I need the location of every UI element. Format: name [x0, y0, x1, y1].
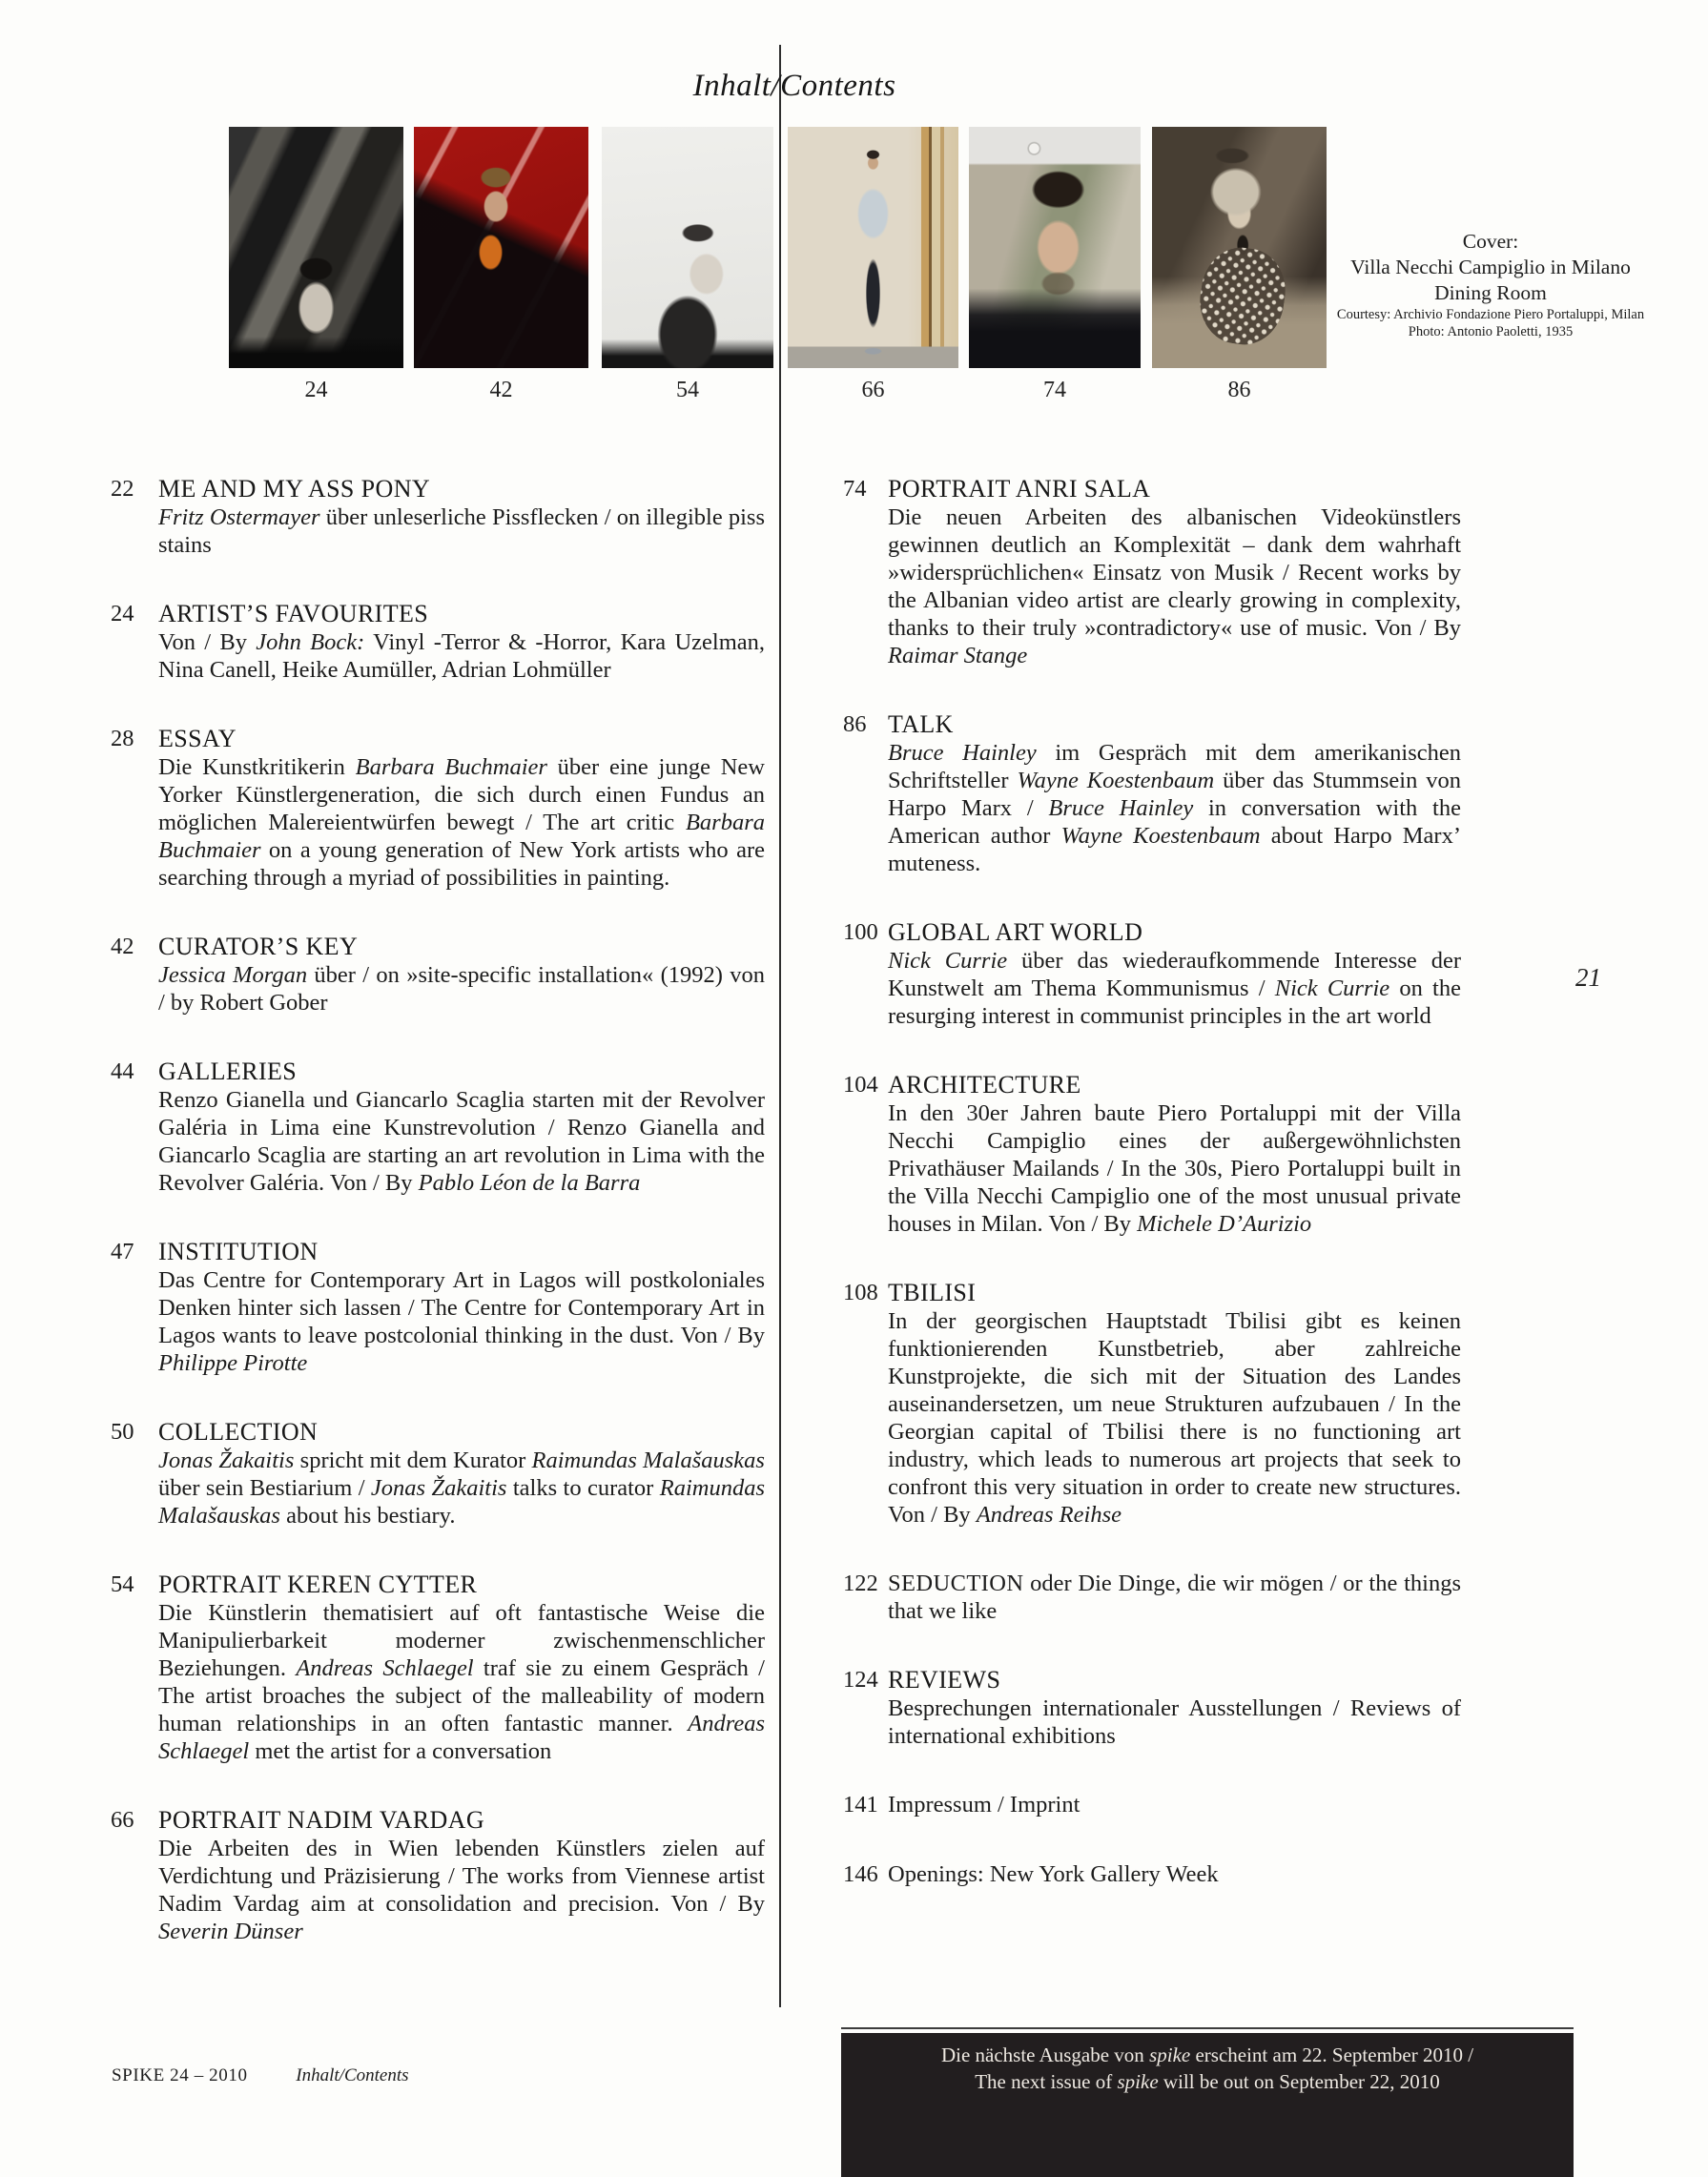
toc-entry-page-number: 146 — [843, 1861, 878, 1887]
toc-entry-page-number: 124 — [843, 1667, 878, 1693]
toc-entry-title: PORTRAIT NADIM VARDAG — [158, 1806, 484, 1834]
toc-entry — [111, 1806, 765, 1945]
toc-entry-description: Von / By John Bock: Vinyl -Terror & -Horror, Kara Uzelman, Nina Canell, Heike Aumüller, Adrian Lohmüller — [158, 629, 766, 683]
toc-entry-content — [888, 1279, 1461, 1529]
toc-entry-description: Impressum / Imprint — [888, 1792, 1080, 1818]
toc-entry-page-number: 66 — [111, 1807, 134, 1833]
cover-credit-courtesy: Courtesy: Archivio Fondazione Piero Portaluppi, Milan — [1336, 307, 1645, 322]
toc-entry-content — [158, 1806, 765, 1945]
toc-entry — [111, 725, 765, 892]
page-footer — [112, 2065, 409, 2086]
toc-entry-title: SEDUCTION oder Die Dinge, die wir mögen / or the things that we like — [888, 1571, 1461, 1624]
toc-entry-title: ESSAY — [158, 725, 237, 752]
toc-entry-page-number: 86 — [843, 711, 867, 737]
toc-entry — [843, 475, 1461, 669]
thumbnail-photo — [229, 127, 403, 368]
toc-entry-page-number: 47 — [111, 1239, 134, 1264]
toc-entry-page-number: 22 — [111, 476, 134, 502]
toc-entry-content — [888, 1071, 1461, 1238]
toc-entry-content — [158, 725, 765, 892]
thumbnail-photo — [602, 127, 773, 368]
toc-entry — [843, 1279, 1461, 1529]
toc-entry-description: Jonas Žakaitis spricht mit dem Kurator Raimundas Malašauskas über sein Bestiarium / Jonas Žakaitis talks to curator Raimundas Malašauskas about his bestiary. — [158, 1448, 765, 1529]
toc-entry-content — [888, 1570, 1461, 1625]
toc-entry — [843, 1071, 1461, 1238]
thumbnail-page-number: 74 — [1043, 378, 1066, 402]
toc-entry-page-number: 104 — [843, 1072, 878, 1098]
cover-credit-line: Dining Room — [1434, 281, 1547, 304]
thumbnail-page-number: 66 — [861, 378, 885, 402]
contents-column-right — [843, 475, 1461, 1930]
toc-entry-content — [888, 1791, 1461, 1819]
toc-entry-description: Das Centre for Contemporary Art in Lagos will postkoloniales Denken hinter sich lassen / The Centre for Contemporary Art in Lagos wants to leave postcolonial thinking in the dust. Von / By Philippe Pirotte — [158, 1267, 765, 1376]
cover-credit-line: Cover: — [1462, 230, 1519, 253]
toc-entry — [111, 1418, 765, 1530]
toc-entry-description: In der georgischen Hauptstadt Tbilisi gibt es keinen funktionierenden Kunstbetrieb, aber zahlreiche Kunstprojekte, die sich mit der Situation des Landes auseinandersetzen, um neue Strukturen aufzubauen / In the Georgian capital of Tbilisi there is no functioning art industry, which leads to numerous art projects that seek to confront this very situation in order to create new structures. Von / By Andreas Reihse — [888, 1308, 1461, 1528]
center-divider-rule — [779, 45, 781, 2007]
toc-entry-page-number: 141 — [843, 1792, 878, 1818]
contents-column-left — [111, 475, 765, 1986]
toc-entry-title: TBILISI — [888, 1279, 977, 1306]
thumbnail-page-number: 86 — [1227, 378, 1251, 402]
rule-above-next-issue-box — [841, 2027, 1574, 2029]
toc-entry-page-number: 54 — [111, 1571, 134, 1597]
footer-magazine-label: SPIKE 24 – 2010 — [112, 2065, 248, 2085]
thumbnail-page-number: 24 — [304, 378, 328, 402]
toc-entry-page-number: 74 — [843, 476, 867, 502]
toc-entry-page-number: 28 — [111, 726, 134, 751]
cover-credit-photo: Photo: Antonio Paoletti, 1935 — [1408, 324, 1574, 339]
toc-entry-page-number: 108 — [843, 1280, 878, 1305]
toc-entry-description: Jessica Morgan über / on »site-specific installation« (1992) von / by Robert Gober — [158, 962, 765, 1016]
toc-entry-title: GALLERIES — [158, 1058, 298, 1085]
toc-entry-title: ARCHITECTURE — [888, 1071, 1081, 1099]
toc-entry-description: Die Künstlerin thematisiert auf oft fantastische Weise die Manipulierbarkeit moderner zwischenmenschlicher Beziehungen. Andreas Schlaegel traf sie zu einem Gespräch / The artist broaches the subject of the malleability of modern human relationships in an often fantastic manner. Andreas Schlaegel met the artist for a conversation — [158, 1600, 765, 1764]
toc-entry — [111, 1238, 765, 1377]
toc-entry-title: CURATOR’S KEY — [158, 933, 359, 960]
toc-entry-title: PORTRAIT KEREN CYTTER — [158, 1571, 478, 1598]
toc-entry — [111, 933, 765, 1017]
toc-entry-content — [158, 475, 765, 559]
toc-entry — [111, 1571, 765, 1765]
toc-entry-description: Die neuen Arbeiten des albanischen Videokünstlers gewinnen deutlich an Komplexität – dank dem wahrhaft »widersprüchlichen« Einsatz von Musik / Recent works by the Albanian video artist are clearly growing in complexity, thanks to their truly »contradictory« use of music. Von / By Raimar Stange — [888, 504, 1461, 668]
toc-entry-description: Fritz Ostermayer über unleserliche Pissflecken / on illegible piss stains — [158, 504, 765, 558]
toc-entry-content — [888, 710, 1461, 877]
toc-entry — [843, 1570, 1461, 1625]
toc-entry-content — [158, 933, 765, 1017]
toc-entry-title: ME AND MY ASS PONY — [158, 475, 431, 503]
toc-entry-page-number: 122 — [843, 1571, 878, 1596]
thumbnail-page-number: 42 — [489, 378, 513, 402]
toc-entry-content — [158, 600, 765, 684]
toc-entry — [843, 1666, 1461, 1750]
thumbnail-photo — [969, 127, 1141, 368]
toc-entry-description: Renzo Gianella und Giancarlo Scaglia starten mit der Revolver Galéria in Lima eine Kunstrevolution / Renzo Gianella and Giancarlo Scaglia are starting an art revolution in Lima with the Revolver Galéria. Von / By Pablo Léon de la Barra — [158, 1087, 765, 1196]
toc-entry-title: COLLECTION — [158, 1418, 319, 1446]
toc-entry — [111, 600, 765, 684]
toc-entry-description: Nick Currie über das wiederaufkommende Interesse der Kunstwelt am Thema Kommunismus / Nick Currie on the resurging interest in communist principles in the art world — [888, 948, 1461, 1029]
next-issue-box — [841, 2033, 1574, 2177]
cover-credit-line: Villa Necchi Campiglio in Milano — [1350, 256, 1631, 278]
toc-entry-title: ARTIST’S FAVOURITES — [158, 600, 429, 627]
toc-entry-content — [158, 1058, 765, 1197]
toc-entry-content — [888, 1666, 1461, 1750]
toc-entry-description: Die Arbeiten des in Wien lebenden Künstlers zielen auf Verdichtung und Präzisierung / The works from Viennese artist Nadim Vardag aim at consolidation and precision. Von / By Severin Dünser — [158, 1836, 765, 1944]
toc-entry-title: PORTRAIT ANRI SALA — [888, 475, 1151, 503]
toc-entry-title: REVIEWS — [888, 1666, 1001, 1694]
toc-entry — [843, 710, 1461, 877]
cover-credit — [1328, 229, 1653, 340]
toc-entry — [843, 1791, 1461, 1819]
toc-entry-description: Besprechungen internationaler Ausstellungen / Reviews of international exhibitions — [888, 1695, 1461, 1749]
thumbnail-photo — [414, 127, 588, 368]
toc-entry — [843, 918, 1461, 1030]
toc-entry-description: Die Kunstkritikerin Barbara Buchmaier über eine junge New Yorker Künstlergeneration, die sich durch einen Fundus an möglichen Malereientwürfen bewegt / The art critic Barbara Buchmaier on a young generation of New York artists who are searching through a myriad of possibilities in painting. — [158, 754, 765, 891]
toc-entry-title: GLOBAL ART WORLD — [888, 918, 1143, 946]
next-issue-line-en: The next issue of spike will be out on September 22, 2010 — [975, 2069, 1440, 2093]
page-title: Inhalt/Contents — [692, 69, 896, 103]
toc-entry-page-number: 100 — [843, 919, 878, 945]
toc-entry-description: Openings: New York Gallery Week — [888, 1861, 1219, 1887]
toc-entry-content — [158, 1418, 765, 1530]
thumbnail-photo — [1152, 127, 1327, 368]
toc-entry-page-number: 50 — [111, 1419, 134, 1445]
toc-entry-title: INSTITUTION — [158, 1238, 319, 1265]
toc-entry-content — [888, 918, 1461, 1030]
toc-entry-content — [888, 475, 1461, 669]
toc-entry — [111, 1058, 765, 1197]
toc-entry — [111, 475, 765, 559]
footer-section-label: Inhalt/Contents — [296, 2065, 409, 2085]
toc-entry-description: Bruce Hainley im Gespräch mit dem amerikanischen Schriftsteller Wayne Koestenbaum über das Stummsein von Harpo Marx / Bruce Hainley in conversation with the American author Wayne Koestenbaum about Harpo Marx’ muteness. — [888, 740, 1461, 876]
thumbnail-photo — [788, 127, 958, 368]
toc-entry — [843, 1860, 1461, 1889]
toc-entry-page-number: 42 — [111, 934, 134, 959]
toc-entry-content — [158, 1571, 765, 1765]
toc-entry-content — [158, 1238, 765, 1377]
thumbnail-page-number: 54 — [676, 378, 699, 402]
page-number-folio: 21 — [1575, 963, 1601, 992]
toc-entry-description: In den 30er Jahren baute Piero Portaluppi mit der Villa Necchi Campiglio eines der außergewöhnlichsten Privathäuser Mailands / In the 30s, Piero Portaluppi built in the Villa Necchi Campiglio one of the most unusual private houses in Milan. Von / By Michele D’Aurizio — [888, 1100, 1461, 1237]
toc-entry-page-number: 44 — [111, 1058, 134, 1084]
toc-entry-page-number: 24 — [111, 601, 134, 626]
toc-entry-title: TALK — [888, 710, 954, 738]
toc-entry-content — [888, 1860, 1461, 1889]
next-issue-line-de: Die nächste Ausgabe von spike erscheint am 22. September 2010 / — [940, 2044, 1474, 2066]
